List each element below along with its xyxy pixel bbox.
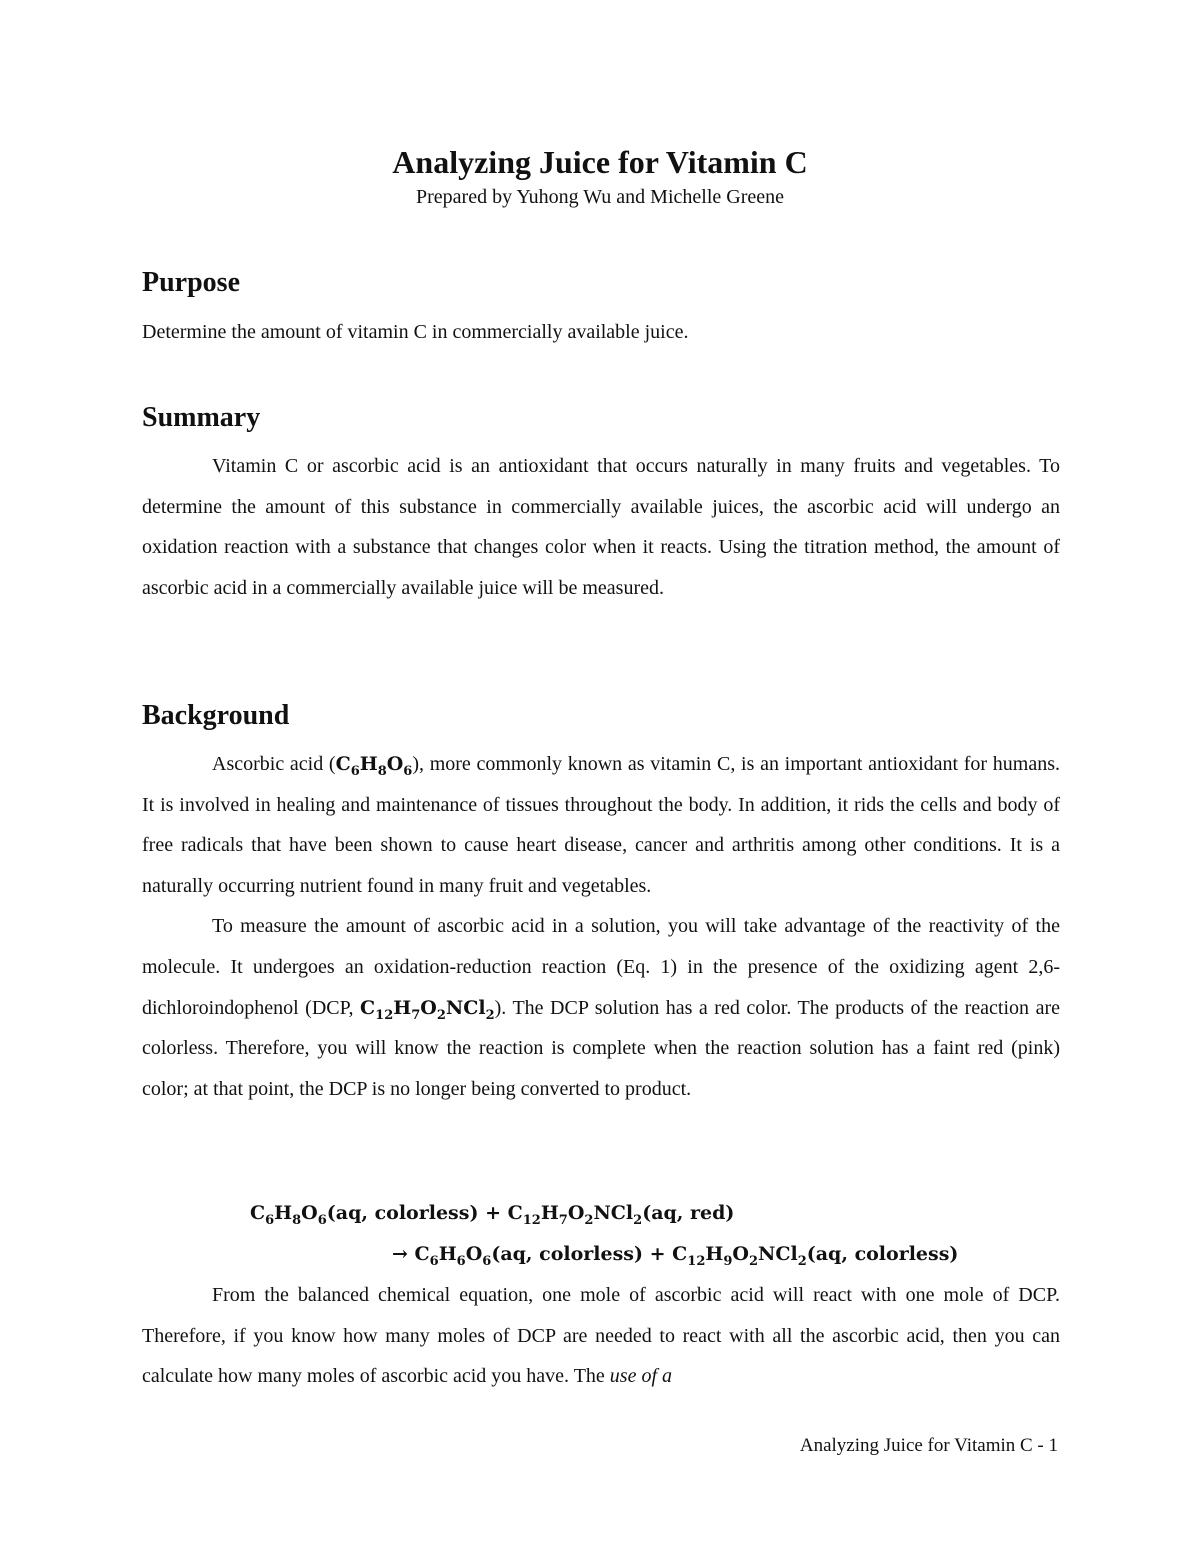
product-dehydroascorbic-acid: $C_6H_6O_6(aq$, colorless) xyxy=(414,1243,643,1269)
document-subtitle: Prepared by Yuhong Wu and Michelle Greene xyxy=(416,186,784,208)
purpose-heading: Purpose xyxy=(142,267,240,298)
product-reduced-dcp: $C_{12}H_9O_2NCl_2(aq$, colorless) xyxy=(672,1243,959,1269)
equation-line-2 xyxy=(392,1239,958,1269)
reaction-arrow: → xyxy=(392,1243,408,1265)
plus-sign: + xyxy=(485,1202,501,1224)
reactant-ascorbic-acid: $C_6H_8O_6(aq$, colorless) xyxy=(250,1202,479,1228)
ascorbic-acid-formula: $C_6H_8O_6$ xyxy=(335,753,413,779)
background-paragraph-1: Ascorbic acid $(C_6H_8O_6)$, more commonly known as vitamin C, is an important antioxidant for humans. It is involved in healing and maintenance of tissues throughout the body. In addition, it rids the cells and body of free radicals that have been shown to cause heart disease, cancer and arthritis among other conditions. It is a naturally occurring nutrient found in many fruit and vegetables. xyxy=(142,753,1060,897)
background-heading: Background xyxy=(142,700,290,731)
dcp-formula: $C_{12}H_7O_2NCl_2$ xyxy=(360,996,495,1023)
reactant-dcp: $C_{12}H_7O_2NCl_2(aq$, red) xyxy=(507,1202,735,1228)
summary-paragraph: Vitamin C or ascorbic acid is an antioxidant that occurs naturally in many fruits and vegetables. To determine the amount of this substance in commercially available juices, the ascorbic acid will undergo an oxidation reaction with a substance that changes color when it reacts. Using the titration method, the amount of ascorbic acid in a commercially available juice will be measured. xyxy=(142,455,1060,599)
summary-heading: Summary xyxy=(142,402,261,433)
background-paragraph-2: To measure the amount of ascorbic acid in a solution, you will take advantage of the reactivity of the molecule. It undergoes an oxidation-reduction reaction (Eq. 1) in the presence of the oxidizing agent 2,6-dichloroindophenol (DCP, $C_{12}H_7O_2NCl_2$). The DCP solution has a red color. The products of the reaction are colorless. Therefore, you will know the reaction is complete when the reaction solution has a faint red (pink) color; at that point, the DCP is no longer being converted to product. xyxy=(142,915,1060,1100)
purpose-text: Determine the amount of vitamin C in commercially available juice. xyxy=(142,321,689,343)
page-footer: Analyzing Juice for Vitamin C - 1 xyxy=(799,1435,1058,1456)
plus-sign: + xyxy=(649,1243,666,1265)
background-paragraphs xyxy=(142,744,1060,1109)
document-title: Analyzing Juice for Vitamin C xyxy=(392,144,808,180)
equation-line-1 xyxy=(250,1198,734,1228)
background-paragraph-3: From the balanced chemical equation, one mole of ascorbic acid will react with one mole of DCP. Therefore, if you know how many moles of DCP are needed to react with all the ascorbic acid, then you can calculate how many moles of ascorbic acid you have. The use of a xyxy=(142,1284,1060,1388)
